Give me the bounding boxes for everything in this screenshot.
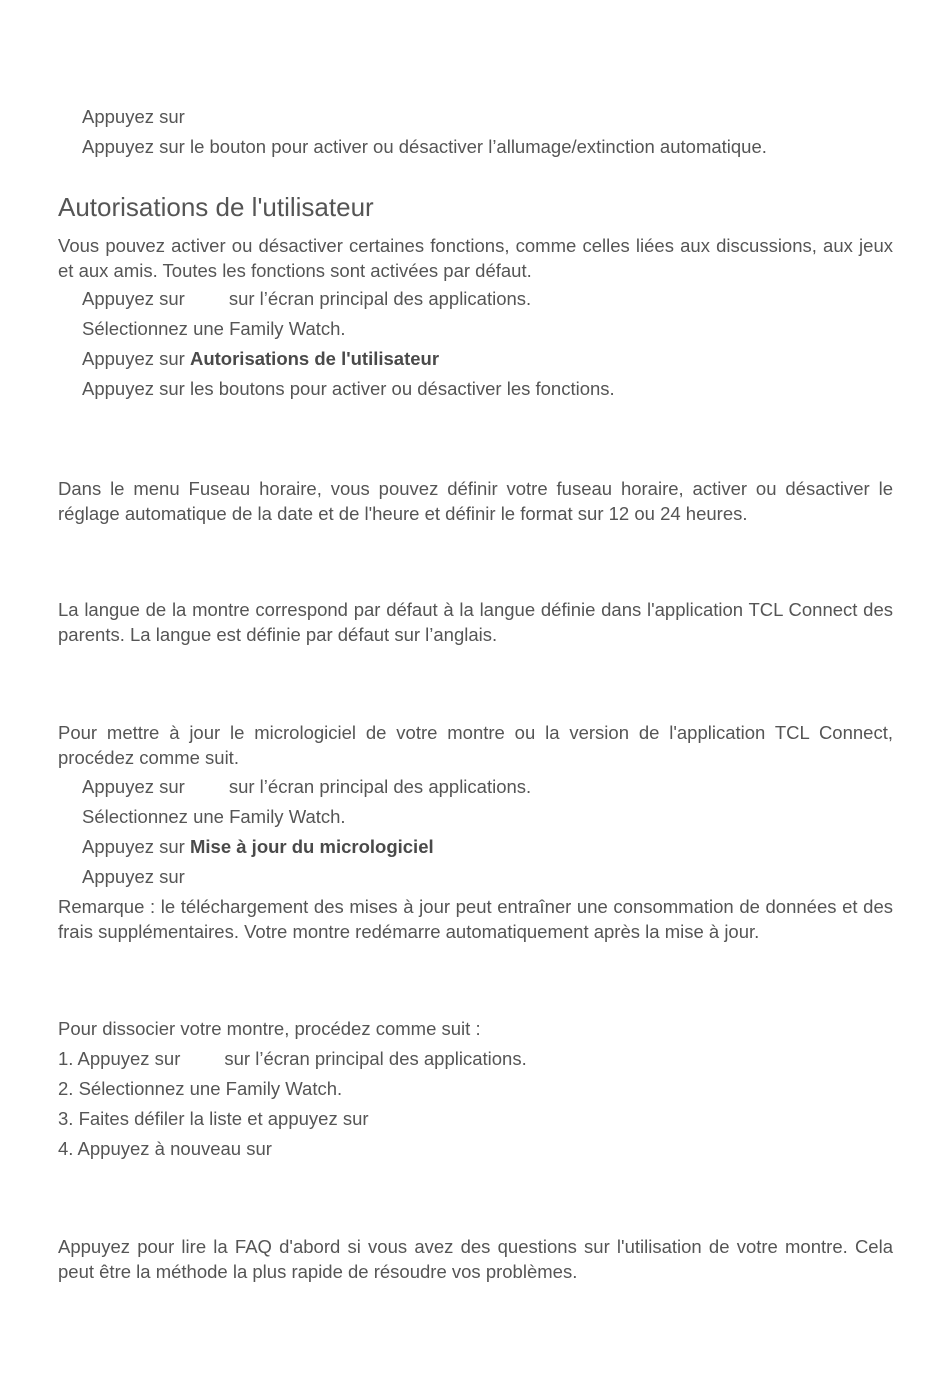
step-prefix: Appuyez sur [82, 348, 185, 369]
user-permissions-step-2: Sélectionnez une Family Watch. [82, 318, 346, 339]
auto-power-step-1: Appuyez sur [82, 106, 185, 127]
step-suffix: sur l’écran principal des applications. [228, 288, 532, 309]
user-permissions-intro: Vous pouvez activer ou désactiver certaines fonctions, comme celles liées aux discussions, aux jeux et aux amis. Toutes les fonctions sont activées par défaut. [58, 235, 893, 281]
step-bold-label: Mise à jour du micrologiciel [189, 836, 434, 857]
step-suffix: sur l’écran principal des applications. [224, 1048, 527, 1069]
time-zone-paragraph: Dans le menu Fuseau horaire, vous pouvez définir votre fuseau horaire, activer ou désactiver le réglage automatique de la date et de l'heure et définir le format sur 12 ou 24 heures. [58, 478, 893, 524]
step-prefix: Appuyez sur [82, 288, 185, 309]
unpair-step-3: 3. Faites défiler la liste et appuyez sur [58, 1108, 369, 1129]
step-prefix: 1. Appuyez sur [58, 1048, 181, 1069]
firmware-step-1 [82, 775, 531, 799]
language-paragraph: La langue de la montre correspond par défaut à la langue définie dans l'application TCL Connect des parents. La langue est définie par défaut sur l’anglais. [58, 599, 893, 645]
auto-power-step-2: Appuyez sur le bouton pour activer ou désactiver l’allumage/extinction automatique. [82, 136, 767, 157]
user-permissions-step-3 [82, 347, 439, 371]
user-permissions-heading: Autorisations de l'utilisateur [58, 192, 374, 222]
step-prefix: Appuyez sur [82, 836, 185, 857]
firmware-note: Remarque : le téléchargement des mises à jour peut entraîner une consommation de données et des frais supplémentaires. Votre montre redémarre automatiquement après la mise à jour. [58, 896, 893, 942]
firmware-step-4: Appuyez sur [82, 866, 185, 887]
firmware-intro: Pour mettre à jour le micrologiciel de votre montre ou la version de l'application TCL Connect, procédez comme suit. [58, 722, 893, 768]
step-suffix: sur l’écran principal des applications. [228, 776, 532, 797]
step-prefix: Appuyez sur [82, 776, 185, 797]
unpair-step-1 [58, 1047, 527, 1071]
unpair-step-4: 4. Appuyez à nouveau sur [58, 1138, 272, 1159]
unpair-intro: Pour dissocier votre montre, procédez comme suit : [58, 1018, 481, 1039]
user-permissions-step-1 [82, 287, 531, 311]
step-bold-label: Autorisations de l'utilisateur [189, 348, 440, 369]
user-permissions-step-4: Appuyez sur les boutons pour activer ou désactiver les fonctions. [82, 378, 615, 399]
faq-paragraph: Appuyez pour lire la FAQ d'abord si vous avez des questions sur l'utilisation de votre montre. Cela peut être la méthode la plus rapide de résoudre vos problèmes. [58, 1236, 893, 1282]
firmware-step-3 [82, 835, 434, 859]
firmware-step-2: Sélectionnez une Family Watch. [82, 806, 346, 827]
unpair-step-2: 2. Sélectionnez une Family Watch. [58, 1078, 343, 1099]
